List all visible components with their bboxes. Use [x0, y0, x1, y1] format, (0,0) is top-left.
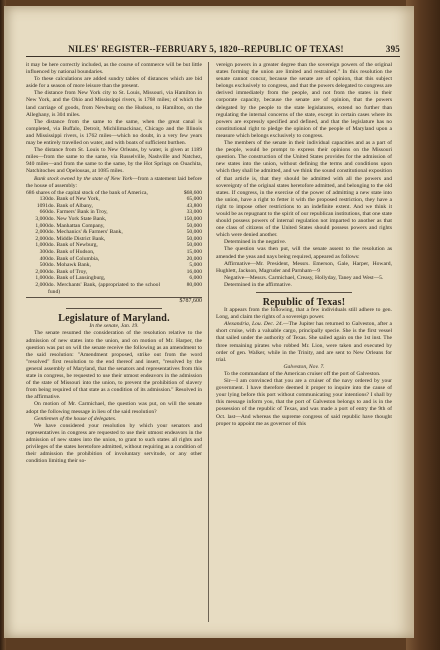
header-rule [26, 56, 400, 57]
paragraph: Affirmative—Mr. President, Messrs. Emerson, Gale, Harper, Howard, Hughlett, Jackson, Magruder and Parnham—9 [216, 260, 392, 274]
table-cell: 1,000 [35, 242, 48, 249]
table-cell: 50,000 [186, 235, 202, 242]
table-row [26, 282, 202, 295]
table-cell: 3,000 [35, 216, 48, 223]
table-cell: do. New York State Bank, [48, 216, 107, 223]
bank-stock-table [26, 190, 202, 296]
paragraph [26, 176, 202, 190]
table-cell: 50,000 [186, 242, 202, 249]
table-cell: $68,600 [183, 189, 202, 196]
dateline: In the senate, Jan. 19. [89, 323, 139, 330]
paragraph: vereign powers in a greater degree than the sovereign powers of the original states forming the union are limited and restrained." In this resolution the senate cannot concur, because the senate are of opinion, that this subject belongs exclusively to congress, and that the powers delegated to congress are derived immediately from the people, and not from the states in their corporate capacity, because the senate are of opinion, that the powers delegated by the people to the state legislatures, extend no further than regulating the internal concerns of the state, except in certain cases where its powers are expressly specified and defined, and that the legislature has no constitutional right to pledge the opinion of the people of Maryland upon a measure which belongs exclusively to congress. [216, 62, 392, 139]
paragraph: Determined in the affirmative. [224, 281, 292, 288]
table-cell: 2,000 [35, 268, 48, 275]
table-row [26, 196, 202, 203]
right-column [216, 62, 392, 428]
paragraph: The senate resumed the consideration of the resolution relative to the admission of new states into the union, and on motion of Mr. Harper, the question was put on will the senate receive the following as an amendment to the said resolution: "Amendment proposed, strike out from the word "resolved" first resolution to the end thereof and insert, "resolved by the general assembly of Maryland, that the senators and representatives from this state in congress, be requested to use their utmost endeavors in the admission of the state of Missouri into the union, to prevent the prohibition of slavery from being required of that state as a condition of its admission." Resolved in the affirmative. [26, 330, 202, 401]
table-cell: 50,000 [186, 229, 202, 236]
table-row [26, 229, 202, 236]
table-cell: 16,000 [186, 268, 202, 275]
table-cell: do. Bank of Albany, [48, 202, 93, 209]
paragraph: Negative—Messrs. Carmichael, Creasy, Hollyday, Taney and West—5. [224, 274, 384, 281]
paragraph: Sir—I am convinced that you are a cruiser of the navy ordered by your government. I have therefore deemed it proper to inquire into the cause of your lying before this port without communicating your intentions? I shall by this message inform you, that the port of Galveston belongs to and is in the possession of the republic of Texas, and was made a port of entry the 9th of Oct. last—And whereas the supreme congress of said republic have thought proper to appoint me as governor of this [216, 378, 392, 427]
table-cell: do. Bank of Troy, [48, 268, 88, 275]
table-cell: 150,000 [183, 216, 202, 223]
table-cell: do. Bank of New York, [48, 196, 100, 203]
paragraph: The distance from New York city to St. Louis, Missouri, via Hamilton in New York, and the Ohio and Mississippi rivers, is 1768 miles; of which the land carriage of goods, from Newburg on the Hudson, to Hamilton, on the Alleghany, is 304 miles. [26, 90, 202, 118]
table-cell: 130 [39, 196, 48, 203]
bank-stock-intro: —from a statement laid before the house of assembly: [26, 175, 203, 189]
table-cell: do. Bank of Newburg, [48, 242, 98, 249]
table-cell: do. Bank of Columbia, [48, 255, 100, 262]
table-cell: 500 [39, 262, 48, 269]
table-row [26, 249, 202, 256]
paragraph: To the commandant of the American cruiser off the port of Galveston. [224, 370, 381, 377]
table-row [26, 223, 202, 230]
table-cell: 80,000 [186, 282, 202, 288]
section-rule [66, 308, 162, 309]
table-cell: 20,000 [186, 255, 202, 262]
paragraph: On motion of Mr. Carmichael, the question was put, on will the senate adopt the following message in lieu of the said resolution? [26, 401, 202, 415]
table-cell: 6,000 [189, 275, 202, 282]
bank-stock-intro-italic: Bank stock owned by the state of New York [34, 175, 133, 182]
table-cell: 1,000 [35, 275, 48, 282]
table-row [26, 275, 202, 282]
table-cell: 1,000 [35, 222, 48, 229]
paragraph: Determined in the negative. [224, 239, 287, 246]
header-title: NILES' REGISTER--FEBRUARY 5, 1820--REPUBLIC OF TEXAS! [68, 44, 344, 54]
table-cell: 2,000 [35, 282, 48, 288]
table-cell: do. Bank of Lansingburg, [48, 275, 106, 282]
table-cell: 65,000 [186, 196, 202, 203]
paragraph-text: —The Jupiter has returned to Galveston, after a short cruise, with a valuable cargo, principally specie. She is the first vessel that sailed under the authority of Texas. She sailed again on the 1st inst. The three remaining pirates who robbed Mr. Lion, were taken and executed by order of gen. Walker, while in the Trinity, and are sent to New Orleans for trial. [216, 321, 392, 363]
section-rule [256, 292, 352, 293]
table-row [26, 262, 202, 269]
dateline-inline: Alexandria, Lou. Dec. 24. [224, 321, 283, 328]
paragraph: The members of the senate in their individual capacities and as a part of the people, would be prompt to express their opinions on the Missouri question. The construction of the United States provides for the admission of new states into the union, without defining the terms and conditions upon which they shall be admitted, and we think the sound constitutional exposition of that article is, that they should be admitted with all the powers and sovereignty of the original states heretofore admitted, and belonging to the old states. If congress, in the exercise of the power of admitting a new state into the union, have a right to fetter it with the proposed restriction, they have a right to impose other restrictions to an indefinite extent. And we think it would be as repugnant to the spirit of our republican institutions, that one state should possess powers of internal regulation not imparted to another as that one class of citizens of the United States should possess powers and rights which were denied another. [216, 140, 392, 239]
table-cell: 300 [39, 249, 48, 256]
paragraph: It appears from the following, that a few individuals still adhere to gen. Long, and claim the rights of a sovereign power. [216, 307, 392, 321]
table-cell: do. Manhattan Company, [48, 222, 105, 229]
table-row [26, 203, 202, 210]
paragraph: To these calculations are added sundry tables of distances which are bid aside for a season of more leisure than the present. [26, 76, 202, 90]
table-cell: 660 [39, 209, 48, 216]
paragraph: it may be here correctly included, as the course of commerce will be but little influenced by national boundaries. [26, 62, 202, 76]
table-row [26, 216, 202, 223]
dateline: Galveston, Nov. 7. [283, 363, 325, 370]
column-divider [208, 62, 209, 622]
left-column [26, 62, 202, 465]
paragraph: Gentlemen of the house of delegates. [34, 415, 117, 422]
table-cell: 15,000 [186, 249, 202, 256]
table-cell: do. Mechanics' & Farmers' Bank, [48, 229, 123, 236]
table-row [26, 256, 202, 263]
table-cell: do. Mohawk Bank, [48, 262, 91, 269]
table-cell: do. Merchants' Bank, (appropriated to the school fund) [48, 282, 160, 295]
table-row [26, 209, 202, 216]
paragraph: The distance from St. Louis to New Orleans, by water, is given at 1189 miles—from the same to the same, via Russelville, Nashville and Natchez, 940 miles—and from the same to the same, by the Hot Springs on Ouachita, Natchitoches and Opelousas, at 1085 miles. [26, 147, 202, 175]
table-cell: do. Bank of Hudson, [48, 249, 95, 256]
section-title-maryland: Legislature of Maryland. [58, 313, 170, 325]
page-number: 395 [385, 44, 400, 54]
table-cell: 43,800 [186, 202, 202, 209]
paragraph [216, 321, 392, 364]
paragraph: We have considered your resolution by which your senators and representatives in congress are requested to use their utmost endeavors in the admission of new states into the union, to grant to such states all rights and privileges of the states heretofore admitted, without requiring as a condition of their admission the prohibition of involuntary servitude, or any other condition limiting their so- [26, 422, 202, 465]
document-page [4, 6, 414, 638]
section-title-texas: Republic of Texas! [262, 297, 346, 308]
table-cell: 1091 [36, 202, 48, 209]
table-cell: do. Middle District Bank, [48, 235, 106, 242]
table-cell: 400 [39, 255, 48, 262]
table-cell: 50,000 [186, 222, 202, 229]
page-header [26, 44, 400, 54]
table-cell: 5,000 [189, 262, 202, 269]
paragraph: The distance from the same to the same, when the great canal is completed, via Buffalo, Detroit, Michilimackinac, Chicago and the Illinois and Mississippi rivers, is 1762 miles—which no doubt, in a very few years may be entirely travelled on water, and with boats of sufficient burthen. [26, 118, 202, 147]
table-cell: 2,000 [35, 235, 48, 242]
table-cell: 33,000 [186, 209, 202, 216]
table-cell: do. Farmers' Bank in Troy, [48, 209, 108, 216]
table-cell: 686 shares of the capital stock of the bank of America, [26, 189, 148, 196]
table-cell: 2,000 [35, 229, 48, 236]
bank-stock-total: $787,600 [26, 297, 202, 305]
paragraph: The question was then put, will the senate assent to the resolution as amended the yeas and nays being required, appeared as follows: [216, 246, 392, 260]
